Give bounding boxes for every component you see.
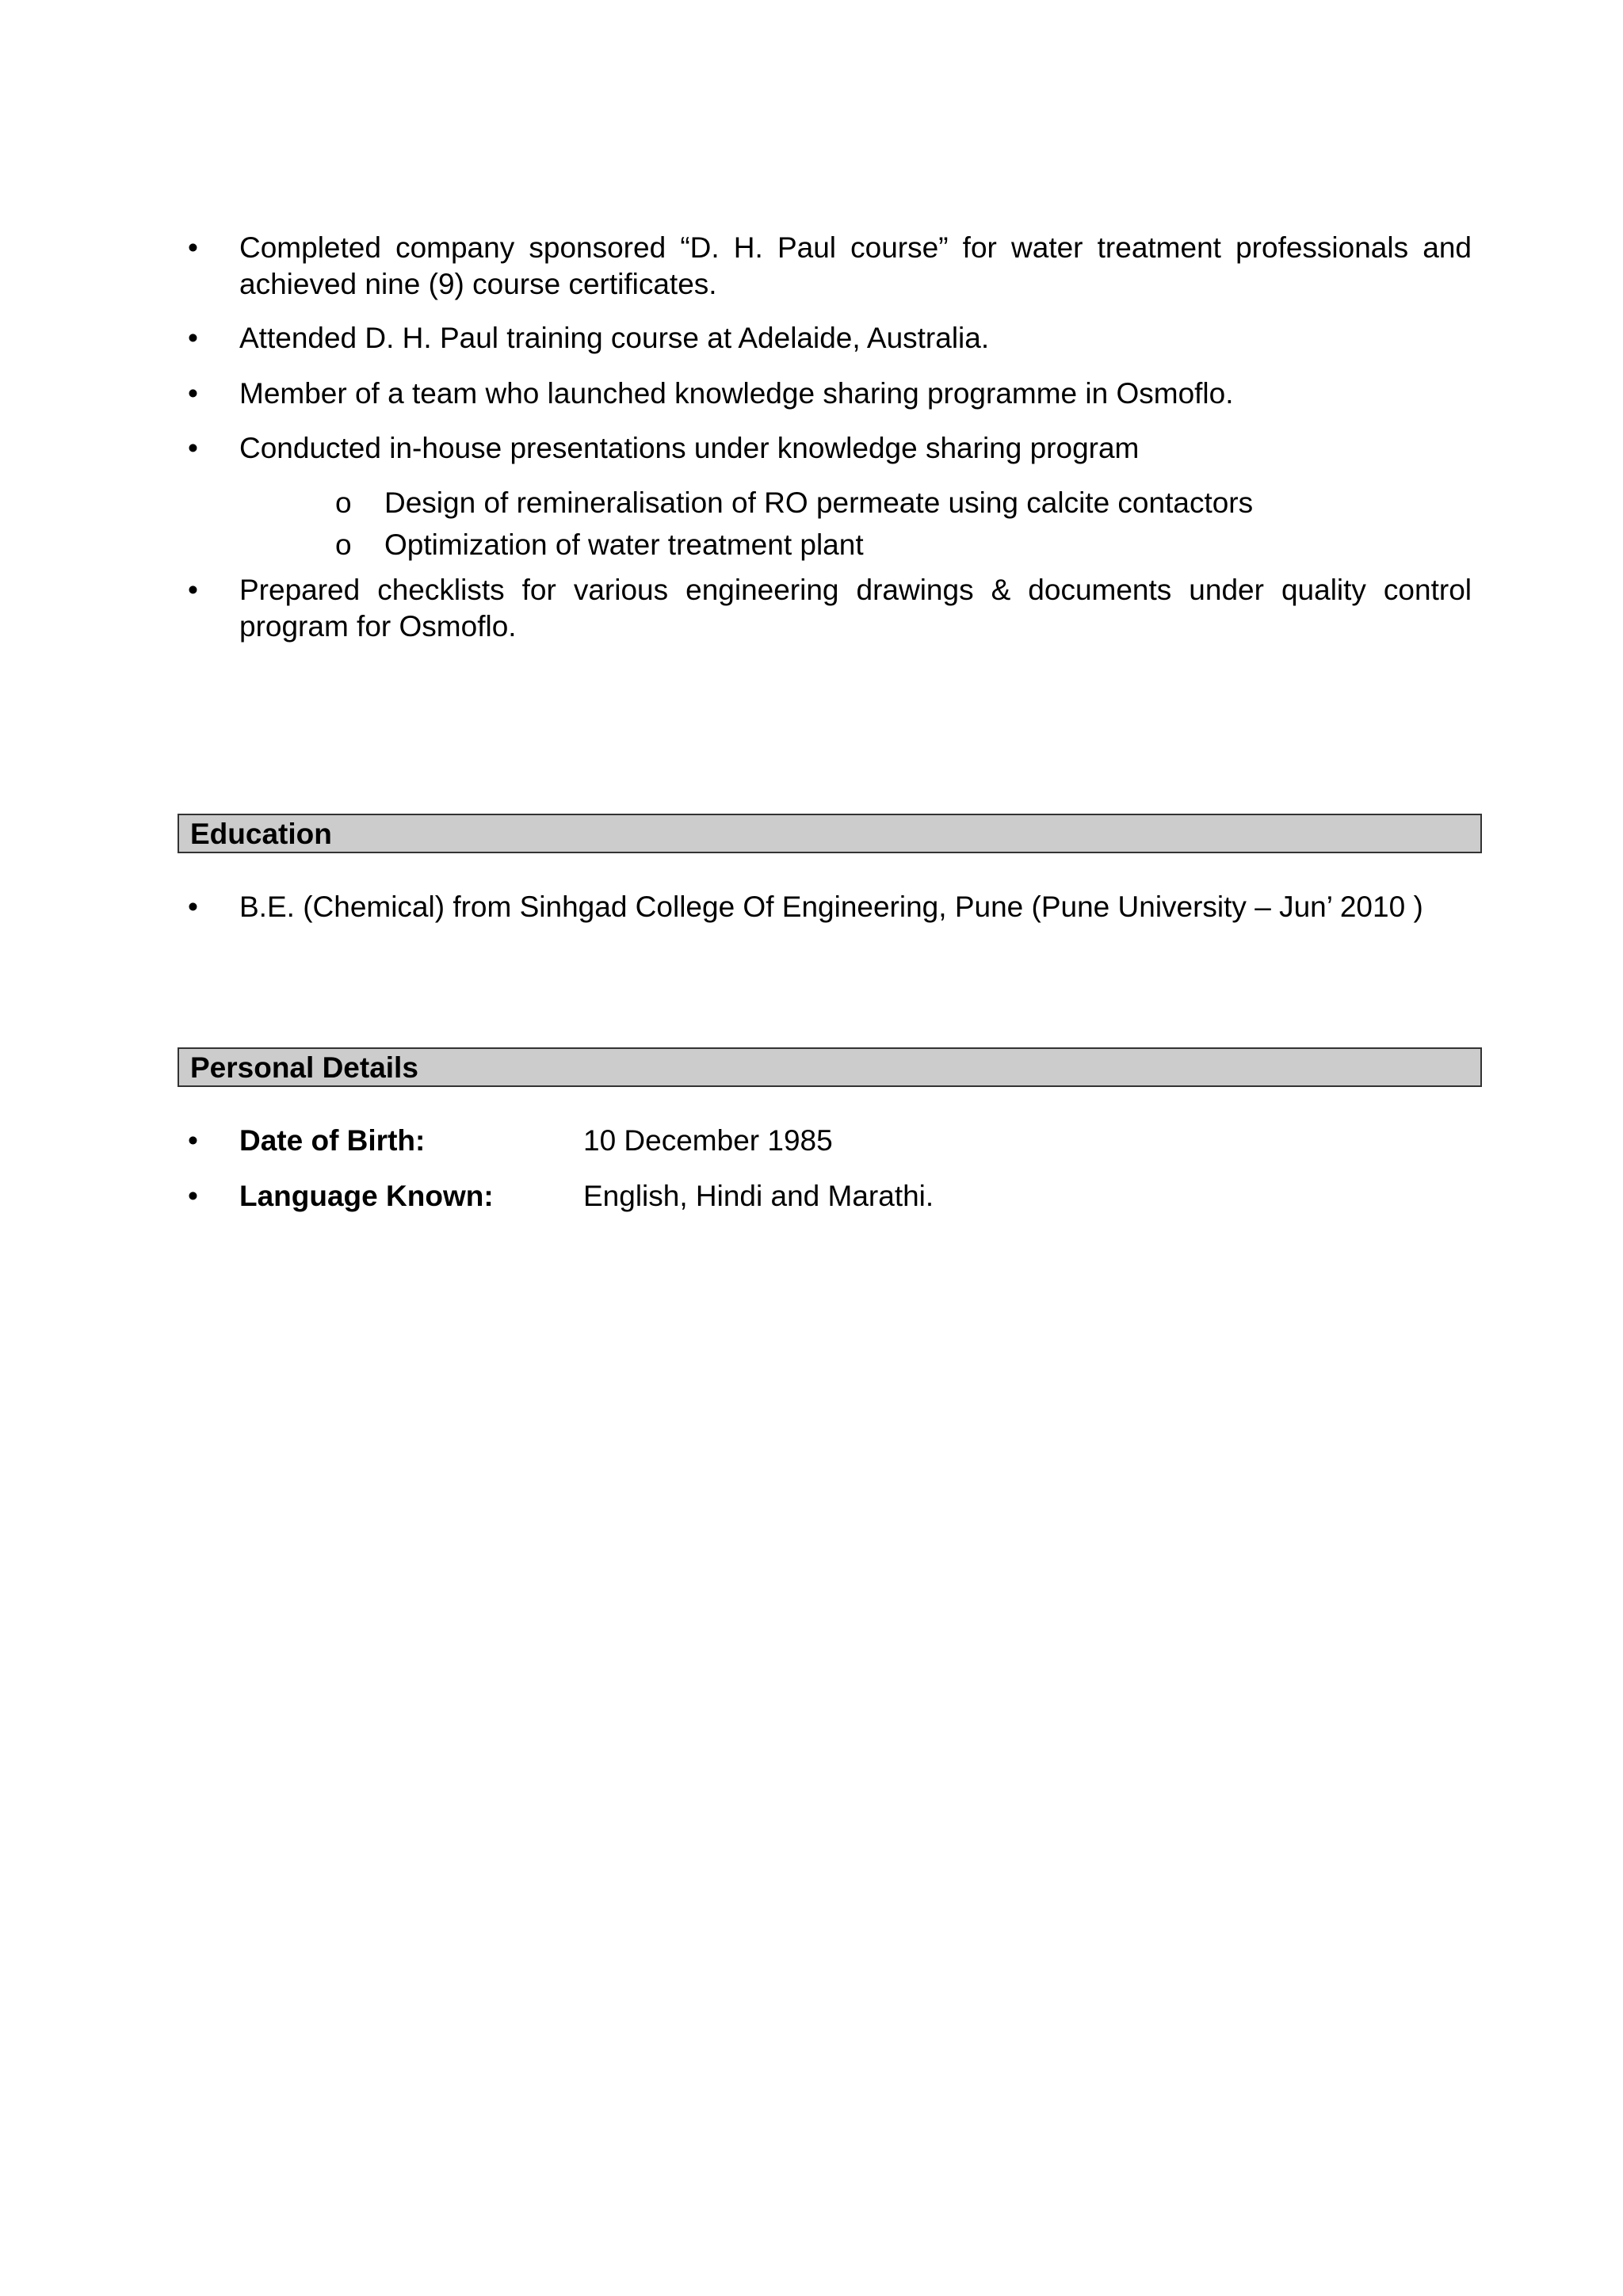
- bullet-icon: •: [188, 574, 198, 606]
- language-label: Language Known:: [239, 1180, 494, 1212]
- section-title: Personal Details: [190, 1051, 418, 1084]
- sub-list-item-text: Optimization of water treatment plant: [384, 528, 864, 561]
- bullet-icon: •: [188, 377, 198, 410]
- bullet-icon: •: [188, 891, 198, 923]
- education-section-header: [178, 814, 1482, 853]
- bullet-icon: •: [188, 231, 198, 264]
- dob-label: Date of Birth:: [239, 1124, 426, 1157]
- education-entry: B.E. (Chemical) from Sinhgad College Of Engineering, Pune (Pune University – Jun’ 2010 ): [239, 891, 1423, 923]
- language-value: English, Hindi and Marathi.: [583, 1180, 934, 1212]
- list-item-text: Completed company sponsored “D. H. Paul course” for water treatment professionals and achieved nine (9) course certificates.: [239, 231, 1472, 300]
- section-title: Education: [190, 818, 332, 850]
- sub-list-item-text: Design of remineralisation of RO permeate using calcite contactors: [384, 486, 1254, 519]
- bullet-icon: •: [188, 1180, 198, 1212]
- personal-details-section-header: [178, 1047, 1482, 1087]
- bullet-icon: •: [188, 1124, 198, 1157]
- bullet-icon: •: [188, 322, 198, 354]
- list-item-text: Attended D. H. Paul training course at Adelaide, Australia.: [239, 322, 990, 354]
- list-item-text: Prepared checklists for various engineering drawings & documents under quality control program for Osmoflo.: [239, 574, 1472, 643]
- list-item-text: Member of a team who launched knowledge sharing programme in Osmoflo.: [239, 377, 1234, 410]
- bullet-icon: •: [188, 432, 198, 464]
- circle-bullet-icon: o: [335, 528, 352, 561]
- circle-bullet-icon: o: [335, 486, 352, 519]
- list-item-text: Conducted in-house presentations under knowledge sharing program: [239, 432, 1140, 464]
- dob-value: 10 December 1985: [583, 1124, 833, 1157]
